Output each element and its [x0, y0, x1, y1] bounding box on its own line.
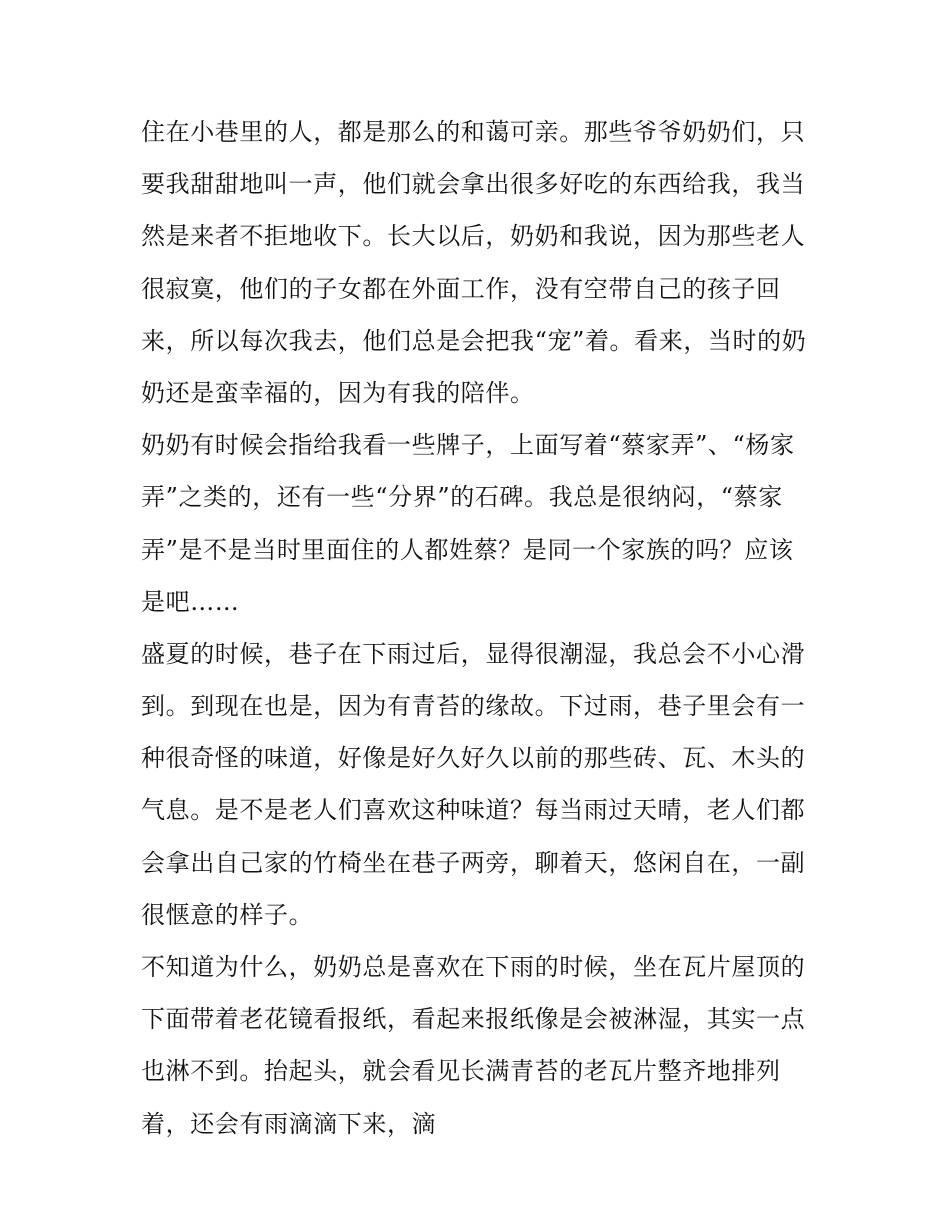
paragraph-3 — [141, 628, 813, 941]
text-line: 奶还是蛮幸福的，因为有我的陪伴。 — [141, 378, 535, 407]
text-line: 弄”之类的，还有一些“分界”的石碑。我总是很纳闷，“蔡家 — [141, 483, 783, 512]
text-line: 奶奶有时候会指给我看一些牌子，上面写着“蔡家弄”、“杨家 — [141, 431, 795, 460]
paragraph-1 — [141, 106, 813, 419]
text-line: 不知道为什么，奶奶总是喜欢在下雨的时候，坐在瓦片屋顶的 — [141, 953, 806, 981]
text-line: 会拿出自己家的竹椅坐在巷子两旁，聊着天，悠闲自在，一副 — [141, 848, 806, 877]
text-line: 很惬意的样子。 — [141, 900, 314, 929]
paragraph-2 — [141, 419, 813, 628]
document-body — [141, 106, 813, 1150]
text-line: 然是来者不拒地收下。长大以后，奶奶和我说，因为那些老人 — [141, 222, 806, 251]
text-line: 气息。是不是老人们喜欢这种味道？每当雨过天晴，老人们都 — [141, 796, 806, 825]
text-line: 是吧…… — [141, 587, 240, 616]
text-line: 很寂寞，他们的子女都在外面工作，没有空带自己的孩子回 — [141, 274, 781, 303]
text-line: 着，还会有雨滴滴下来，滴 — [141, 1109, 437, 1138]
text-line: 住在小巷里的人，都是那么的和蔼可亲。那些爷爷奶奶们，只 — [141, 118, 806, 146]
text-line: 种很奇怪的味道，好像是好久好久以前的那些砖、瓦、木头的 — [141, 744, 806, 773]
text-line: 要我甜甜地叫一声，他们就会拿出很多好吃的东西给我，我当 — [141, 170, 806, 199]
text-line: 到。到现在也是，因为有青苔的缘故。下过雨，巷子里会有一 — [141, 692, 806, 721]
text-line: 来，所以每次我去，他们总是会把我“宠”着。看来，当时的奶 — [141, 326, 807, 355]
text-line: 下面带着老花镜看报纸，看起来报纸像是会被淋湿，其实一点 — [141, 1005, 806, 1034]
text-line: 也淋不到。抬起头，就会看见长满青苔的老瓦片整齐地排列 — [141, 1057, 781, 1086]
text-line: 弄”是不是当时里面住的人都姓蔡？是同一个家族的吗？应该 — [141, 535, 794, 564]
paragraph-4 — [141, 941, 813, 1150]
text-line: 盛夏的时候，巷子在下雨过后，显得很潮湿，我总会不小心滑 — [141, 639, 806, 668]
